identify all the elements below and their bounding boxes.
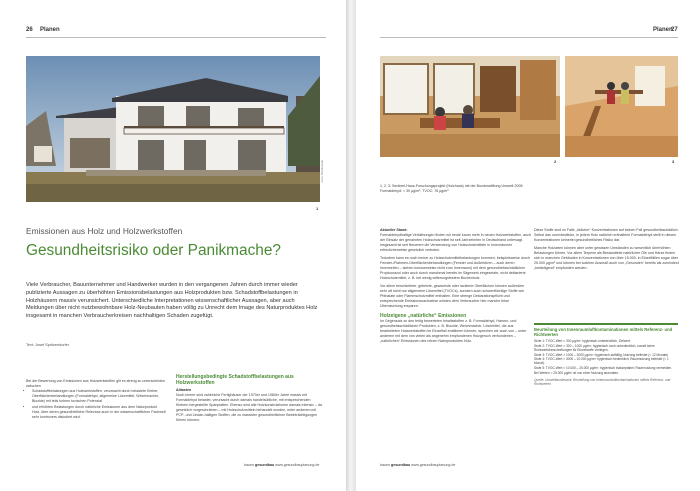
footer-url: www.gesundbauplanung.de — [411, 463, 456, 467]
col2-text-2: Manche Holzarten können aber unter gewissen Umständen zu wesentlich überhöhten Belastungen führen. Vor allem Terpene als Bestandteile natürlicher Öle und Harze finden sich in manchen Gebäuden in Konzentrationen von über 15.000, in Einzelfällen sogar über 25.000 µg/m³ und können bei solchen Ausmaß auch von „Gesunden“ bereits als zumindest „belästigend“ empfunden werden. — [534, 246, 679, 270]
author: Text: Josef Spritzendorfer — [26, 343, 70, 347]
right-page — [356, 0, 700, 491]
col1-heading-2: Holzeigene „natürliche“ Emissionen — [380, 313, 467, 319]
list-item: • und erhöhten Belastungen durch natürliche Emissionen aus dem Naturprodukt Holz, über deren gesundheitliche Relevanz auch in der wissenschaftlichen Fachwelt sehr kontrovers diskutiert wird. — [32, 405, 166, 420]
left-page — [0, 0, 346, 491]
lead-paragraph: Viele Verbraucher, Bauunternehmer und Handwerker wurden in den vergangenen Jahren durch immer wieder publizierte Aussagen zu überhöhten Emissionsbelastungen aus Holzprodukten bzw. Schadstoffbelastungen in Holzhäusern massiv verunsichert. Unterschiedliche Interpretationen wissenschaftlicher Aussagen, aber auch Meldungen über nicht nutzbewohnbare Holz-Neubauten haben völlig zu Unrecht dem Image des Naturproduktes Holz insgesamt in manchen Verbraucherkreisen nachhaltigen Schaden zugefügt. — [26, 282, 318, 320]
col1-text-2: Trotzdem kann es noch immer zu Holzschutzmittelbelastungen kommen, beispielsweise durch Fenster-/Rahmen-Oberflächenbehandlungen (Fenster und Außentüren – auch deren Innenseiten – stehen kurioserweise nicht zum Innenraum) mit dem gesundheitsschädlichen Propiconazol oder auch durch manchmal bereits im Sägewerk eingesetzte, nicht deklarierte Holzschutzmittel, z. B. bei wenig witterungsfestem Buchenholz. — [380, 256, 530, 280]
photo-caption: 1, 2, 3: Sentinel-Haus-Forschungsprojekt (Holzhaus) mit der Bundesstiftung Umwelt 2005: Formaldehyd: < 30 µg/m³, TVOC: 76 µg/m³ — [380, 184, 524, 193]
footer-url: www.gesundbauplanung.de — [275, 463, 320, 467]
list-item: Stufe 4: TVOC-Wert > 3000 – 10.000 µg/m³: hygienisch bedenklich; Raumnutzung befristet (< 1 Monat). — [534, 357, 669, 366]
col1-bullets — [26, 389, 166, 420]
article-title: Gesundheitsrisiko oder Panikmache? — [26, 242, 281, 259]
figure-number-2: 2 — [554, 159, 557, 164]
box-list — [534, 339, 678, 386]
col2-text: Noch immer sind zahlreiche Fertighäuser der 1970er und 1980er Jahre massiv mit Formaldehyd belastet, verursacht durch damals handelsübliche, mit entsprechenden Klebern hergestellte Spanplatten. Ebenso sind alle Holzkonstruktionen damals intensiv – da gesetzlich vorgeschrieben – mit Holzschutzmitteln behandelt worden, unter anderem mit PCP- und Lindan-haltigen Stoffen, die zu massiven gesundheitlichen Beeinträchtigungen führen können. — [176, 393, 322, 422]
col1-intro: Bei der Bewertung von Emissionen aus Holzwerkstoffen gilt es streng zu unterscheiden zwischen — [26, 379, 165, 388]
col1-heading: Aktueller Stand: — [380, 228, 408, 232]
list-item: Stufe 1: TVOC-Wert < 300 µg/m³: hygienisch unbedenklich, Zielwert. — [534, 339, 631, 344]
footer-prefix: bauen — [380, 463, 390, 467]
col2-subheading: Altlasten — [176, 388, 192, 392]
box-heading: Beurteilung von Innenraumluftkontaminationen mittels Referenz- und Richtwerten — [534, 327, 673, 338]
reference-values-box — [534, 323, 678, 386]
header-rule-right — [380, 37, 678, 38]
list-item: Stufe 5: TVOC-Wert > 10.000 – 25.000 µg/m³: hygienisch inakzeptabel; Raumnutzung vermeiden. — [534, 365, 673, 370]
figure-number-1: 1 — [316, 206, 319, 211]
house-photo — [26, 56, 320, 202]
footer-prefix: bauen — [244, 463, 254, 467]
column-1-right — [380, 228, 532, 344]
book-spine — [346, 0, 356, 491]
column-1-left — [26, 379, 166, 421]
photo-credit: Foto: Bartkowiak — [320, 160, 324, 183]
footer-brand: gesundbau — [255, 463, 275, 467]
figure-number-3: 3 — [672, 159, 675, 164]
box-footer: Bei Werten > 25.000 µg/m³ ist von einer Nutzung abzuraten. — [534, 371, 619, 376]
footer-right — [380, 463, 455, 467]
col2-heading: Herstellungsbedingte Schadstoffbelastungen aus Holzwerkstoffen — [176, 374, 294, 386]
page-number-left: 26 — [26, 27, 33, 33]
interior-photo-dining — [380, 56, 560, 157]
col1-text-4: Im Gegensatz zu den fertig bewerteten Inhaltsstoffen z. B. Formaldehyd, Harnen- und gesundheitsschädlichen Produkten, z. B. Biozide, Weichmacher, Lösemittel, die aus bearbeiteten Holzwerkstoffen im Einzelfall emittieren können, sprechen wir auch von – unter anderem mit dem von vielen als angenehm empfundenen Holzgeruch verbundenen – „natürlichen“ Emissionen des reinen Naturproduktes Holz. — [380, 319, 527, 343]
section-label-right: Planen — [653, 27, 673, 33]
kicker: Emissionen aus Holz und Holzwerkstoffen — [26, 226, 183, 236]
footer-left — [244, 463, 319, 467]
column-2-right — [534, 228, 680, 271]
page-number-right: 27 — [671, 27, 678, 33]
section-label-left: Planen — [40, 27, 60, 33]
column-2-left — [176, 374, 322, 423]
list-item: Stufe 3: TVOC-Wert > 1000 – 3000 µg/m³: hygienisch auffällig; Nutzung befristet (< 12 Monate) — [534, 352, 669, 357]
footer-brand: gesundbau — [391, 463, 411, 467]
col2-text-1: Diese Stoffe sind im Falle „üblicher“ Konzentrationen auf keinen Fall gesundheitsschädlich. Selbst das unverändliche, in jedem Holz natürlich enthaltene Formaldehyd stellt in diesen Konzentrationen keinerlei gesundheitliches Risiko dar. — [534, 228, 679, 242]
list-item: Stufe 2: TVOC-Wert > 300 – 1000 µg/m³: hygienisch noch unbedenklich, soweit keine Richtwertüberschreitungen für Einzelstoffe vorliegen. — [534, 343, 655, 353]
list-item: • Schadstoffbelastungen aus Holzwerkstoffen, verursacht durch belastete Kleber, Oberflächenbehandlungen (Formaldehyd, allgemeine Lösemittel, Weichmacher, Biozide) mit teils hohem toxischen Potenzial — [32, 389, 166, 404]
interior-photo-loft — [565, 56, 678, 157]
col1-text-1: Formaldehydhaltige Verklebungen finden wir heute kaum mehr in neuen Holzwerkstoffen, auch der Einsatz der genannten Holzschutzmittel ist seit Jahrzehnten in Deutschland untersagt. Insgesamt ist seit Neuerem die Verwendung von Holzschutzmitteln in Innenräumen erfreulicherweise gesetzlich verboten. — [380, 233, 531, 252]
box-source: Quelle: Umweltbundesamt, Beurteilung von Innenraumluftkontaminationen mittels Referenz- und Richtwerten — [534, 377, 671, 387]
header-rule-left — [26, 37, 326, 38]
col1-text-3: Vor allem beschichtete, gebeizte, gewachste oder lackierte Oberflächen können außerdem sehr oft nicht nur allgemeine Lösemittel (TVOCs), sondern auch schwerflüchtige Stoffe wie Phthalate oder Flammschutzmittel enthalten. Eine strenge Deklarationspflicht und entsprechende Emissionsnachweise würden dem Verbraucher hier manche böse Überraschung ersparen. — [380, 284, 525, 308]
